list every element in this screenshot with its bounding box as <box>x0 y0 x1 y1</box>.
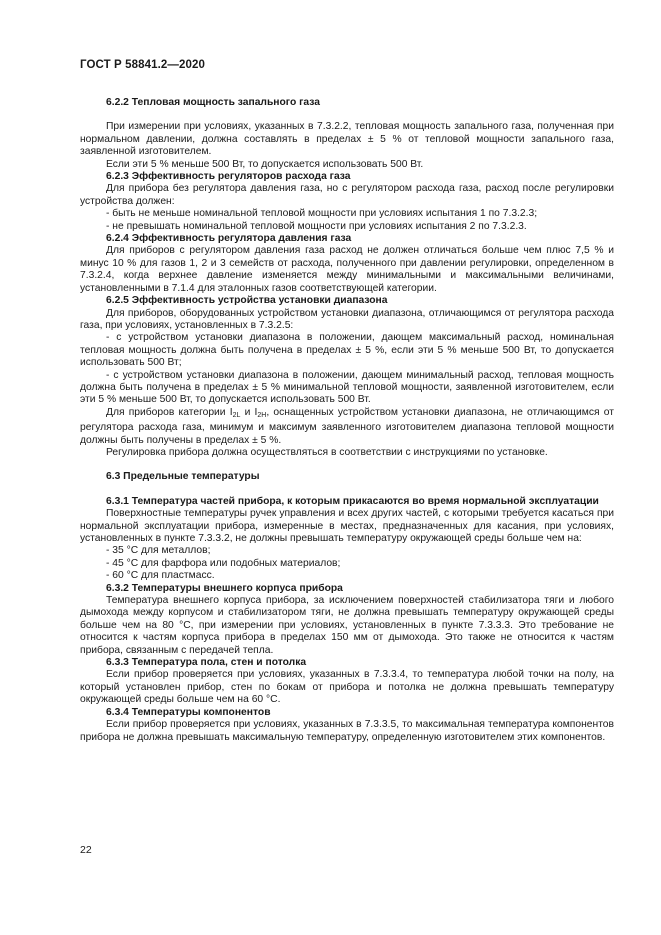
paragraph: Для прибора без регулятора давления газа, но с регулятором расхода газа, расход после регулировки устройства должен: <box>80 183 614 207</box>
page-number: 22 <box>80 844 92 856</box>
list-item: - 60 °С для пластмасс. <box>106 570 215 582</box>
subscript: 2L <box>232 411 241 419</box>
list-item: - 45 °С для фарфора или подобных материалов; <box>106 557 341 569</box>
section-title-6-3-4: 6.3.4 Температуры компонентов <box>106 706 271 718</box>
paragraph: Поверхностные температуры ручек управления и всех других частей, с которыми требуется касаться при нормальной эксплуатации прибора, измеренные в местах, предназначенных для касания, при условиях, установленных в пункте 7.3.3.2, не должны превышать температуру окружающей среды больше чем на: <box>80 508 614 544</box>
subscript: 2H <box>257 411 267 419</box>
paragraph: Если прибор проверяется при условиях, указанных в 7.3.3.4, то температура любой точки на полу, на который установлен прибор, стен по бокам от прибора и потолка не должна превышать температуру окружающей среды больше чем на 60 °С. <box>80 669 614 706</box>
page-header: ГОСТ Р 58841.2—2020 <box>80 59 205 71</box>
section-title-6-2-5: 6.2.5 Эффективность устройства установки диапазона <box>106 295 388 307</box>
list-item: - быть не меньше номинальной тепловой мощности при условиях испытания 1 по 7.3.2.3; <box>106 208 538 220</box>
paragraph: Для приборов, оборудованных устройством установки диапазона, отличающимся от регулятора расхода газа, при условиях, установленных в 7.3.2.5: <box>80 307 614 331</box>
section-title-6-2-4: 6.2.4 Эффективность регулятора давления газа <box>106 233 352 245</box>
paragraph: Температура внешнего корпуса прибора, за исключением поверхностей стабилизатора тяги и любого дымохода между корпусом и стабилизатором тяги, не должна превышать температуру окружающей среды больше чем на 80 °С, при измерении при условиях, установленных в пункте 7.3.3.3. Это требование не относится к частям корпуса прибора в пределах 150 мм от дымохода. Это также не относится к частям прибора, связанным с передачей тепла. <box>80 595 614 656</box>
paragraph-category <box>80 407 614 447</box>
text-segment: , оснащенных устройством установки диапазона, не отличающимся от регулятора расхода газа, минимум и максимум заявленного изготовителем диапазона тепловой мощности должны быть получены в пределах ± 5 %. <box>80 406 614 446</box>
list-item: - с устройством установки диапазона в положении, дающем минимальный расход, тепловая мощность должна быть получена в пределах ± 5 % минимальной тепловой мощности, заявленной изготовителем, если эти 5 % меньше 500 Вт, то допускается использовать 500 Вт. <box>80 369 614 406</box>
paragraph: Для приборов с регулятором давления газа расход не должен отличаться больше чем плюс 7,5 % и минус 10 % для газов 1, 2 и 3 семейств от расхода, полученного при давлении регулировки, определенном в 7.3.2.4, когда верхнее давление изменяется между минимальными и максимальными величинами, установленными в 7.1.4 для эталонных газов соответствующей категории. <box>80 245 614 294</box>
section-title-6-3-3: 6.3.3 Температура пола, стен и потолка <box>106 657 307 669</box>
paragraph: Если прибор проверяется при условиях, указанных в 7.3.3.5, то максимальная температура компонентов прибора не должна превышать максимальную температуру, определенную изготовителем этих компонентов. <box>80 719 614 743</box>
paragraph: При измерении при условиях, указанных в 7.3.2.2, тепловая мощность запального газа, полученная при нормальном давлении, должна составлять в пределах ± 5 % от тепловой мощности запального газа, заявленной изготовителем. <box>80 121 614 158</box>
section-title-6-3-1: 6.3.1 Температура частей прибора, к которым прикасаются во время нормальной эксплуатации <box>106 495 599 507</box>
section-title-6-3: 6.3 Предельные температуры <box>106 471 260 483</box>
section-title-6-2-2: 6.2.2 Тепловая мощность запального газа <box>106 97 320 108</box>
text-segment: и I <box>240 406 258 418</box>
paragraph: Регулировка прибора должна осуществляться в соответствии с инструкциями по установке. <box>106 446 548 458</box>
text-segment: Для приборов категории I <box>106 406 233 418</box>
paragraph: Если эти 5 % меньше 500 Вт, то допускается использовать 500 Вт. <box>106 158 424 170</box>
list-item: - 35 °С для металлов; <box>106 545 211 557</box>
section-title-6-2-3: 6.2.3 Эффективность регуляторов расхода газа <box>106 171 351 183</box>
list-item: - с устройством установки диапазона в положении, дающем максимальный расход, номинальная тепловая мощность должна быть получена в пределах ± 5 %, если эти 5 % меньше 500 Вт, то допускается использовать 500 Вт; <box>80 332 614 369</box>
page-body <box>80 97 614 744</box>
section-title-6-3-2: 6.3.2 Температуры внешнего корпуса прибора <box>106 582 343 594</box>
list-item: - не превышать номинальной тепловой мощности при условиях испытания 2 по 7.3.2.3. <box>106 220 527 232</box>
